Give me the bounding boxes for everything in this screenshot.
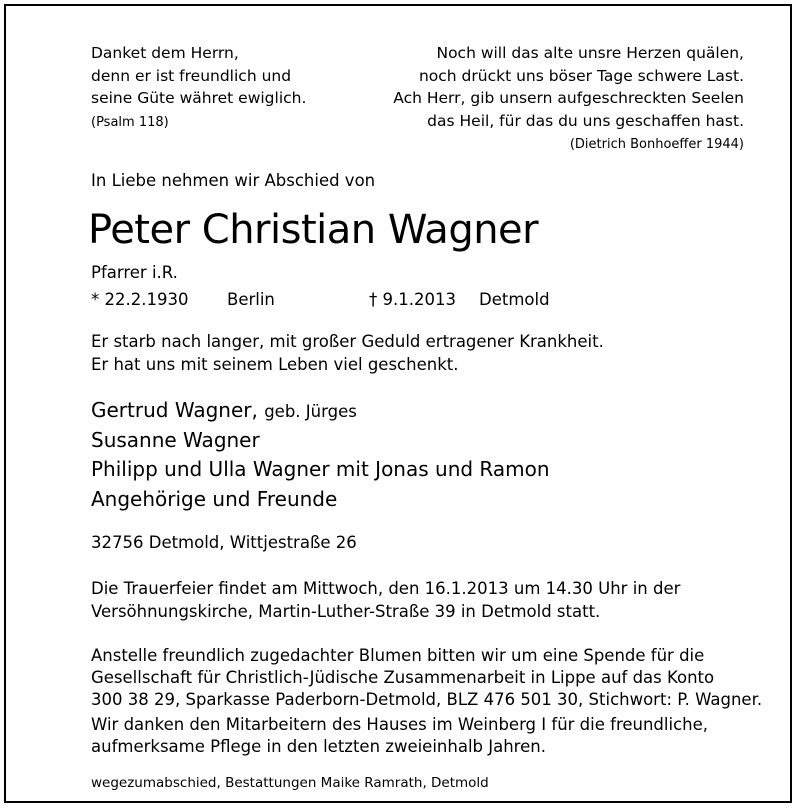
thanks <box>91 714 708 758</box>
mourners-list <box>91 396 550 514</box>
mourner-maiden-name: geb. Jürges <box>264 402 357 421</box>
death-place: Detmold <box>479 290 550 309</box>
message-line: Er starb nach langer, mit großer Geduld ertragener Krankheit. <box>91 332 604 351</box>
thanks-line: Wir danken den Mitarbeitern des Hauses im Weinberg I für die freundliche, <box>91 715 709 734</box>
funeral-service <box>91 578 680 623</box>
donation-line: Anstelle freundlich zugedachter Blumen bitten wir um eine Spende für die <box>91 646 705 665</box>
message-line: Er hat uns mit seinem Leben viel geschenkt. <box>91 354 459 374</box>
donation-line: Gesellschaft für Christlich-Jüdische Zusammenarbeit in Lippe auf das Konto <box>91 668 715 687</box>
psalm-source: (Psalm 118) <box>91 114 169 130</box>
service-line: Versöhnungskirche, Martin-Luther-Straße 39 in Detmold statt. <box>91 601 601 621</box>
bonhoeffer-line: Ach Herr, gib unsern aufgeschreckten Seelen <box>393 89 744 107</box>
family-address: 32756 Detmold, Wittjestraße 26 <box>91 533 357 552</box>
birth-date: * 22.2.1930 <box>91 290 189 309</box>
death-date: † 9.1.2013 <box>369 290 456 309</box>
bonhoeffer-quote <box>393 42 744 157</box>
thanks-line: aufmerksame Pflege in den letzten zweieinhalb Jahren. <box>91 737 546 756</box>
mourner-name: Philipp und Ulla Wagner mit Jonas und Ramon <box>91 457 550 481</box>
psalm-quote <box>91 42 306 134</box>
birth-place: Berlin <box>227 290 275 309</box>
psalm-line: Danket dem Herrn, <box>91 44 239 62</box>
mourner-name: Susanne Wagner <box>91 427 260 452</box>
donation-request <box>91 645 762 711</box>
bonhoeffer-source: (Dietrich Bonhoeffer 1944) <box>569 137 744 152</box>
psalm-line: denn er ist freundlich und <box>91 66 292 85</box>
message <box>91 331 604 376</box>
deceased-title: Pfarrer i.R. <box>91 263 178 282</box>
deceased-name: Peter Christian Wagner <box>88 207 539 253</box>
bonhoeffer-line: noch drückt uns böser Tage schwere Last. <box>418 66 744 85</box>
bonhoeffer-line: Noch will das alte unsre Herzen quälen, <box>436 44 744 62</box>
intro-text: In Liebe nehmen wir Abschied von <box>91 171 376 190</box>
mourner-primary <box>91 396 550 426</box>
bonhoeffer-line: das Heil, für das du uns geschaffen hast. <box>427 111 744 130</box>
psalm-line: seine Güte währet ewiglich. <box>91 89 307 107</box>
service-line: Die Trauerfeier findet am Mittwoch, den 16.1.2013 um 14.30 Uhr in der <box>91 579 681 598</box>
undertaker-credit: wegezumabschied, Bestattungen Maike Ramrath, Detmold <box>91 775 489 791</box>
mourner-name: Angehörige und Freunde <box>91 486 338 511</box>
mourner-name: Gertrud Wagner, <box>91 398 258 422</box>
donation-line: 300 38 29, Sparkasse Paderborn-Detmold, BLZ 476 501 30, Stichwort: P. Wagner. <box>91 690 763 709</box>
